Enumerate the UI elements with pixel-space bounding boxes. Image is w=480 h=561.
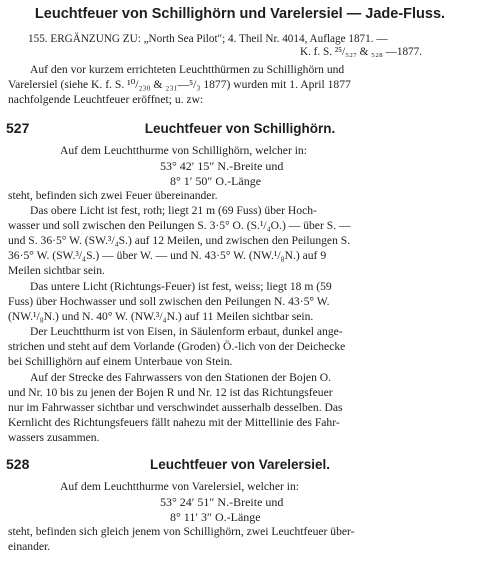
location-line: Auf dem Leuchtthurme von Schillighörn, welcher in: bbox=[60, 144, 307, 157]
body-line: strichen und steht auf dem Vorlande (Groden) Ö.-lich von der Deichecke bbox=[8, 340, 346, 353]
body-line: Fuss) über Hochwasser und soll zwischen den Peilungen N. 43·5° W. bbox=[8, 295, 330, 308]
intro-line: Varelersiel (siehe K. f. S. ¹⁰/₂₃₀ & ₂₃₁—⁵/₃ 1877) wurden mit 1. April 1877 bbox=[8, 78, 351, 91]
section-title: Leuchtfeuer von Varelersiel. bbox=[149, 457, 331, 472]
section-number: 527 bbox=[6, 120, 30, 136]
body-line: steht, befinden sich gleich jenem von Schillighörn, zwei Leuchtfeuer über- bbox=[8, 525, 355, 538]
body-line: und Nr. 10 bis zu jenen der Bojen R und Nr. 12 ist das Richtungsfeuer bbox=[8, 386, 333, 399]
intro-line: Auf den vor kurzem errichteten Leuchtthürmen zu Schillighörn und bbox=[30, 63, 345, 76]
body-line: Der Leuchtthurm ist von Eisen, in Säulenform erbaut, dunkel ange- bbox=[30, 325, 343, 338]
section-title: Leuchtfeuer von Schillighörn. bbox=[144, 121, 336, 136]
body-line: nur im Fahrwasser sichtbar und verschwindet ausserhalb desselben. Das bbox=[8, 401, 343, 414]
reference-line-2: K. f. S. ²⁵/₅₂₇ & ₅₂₈ —1877. bbox=[300, 46, 423, 58]
body-line: 36·5° W. (SW.³/₄S.) — über W. — und N. 43·5° W. (NW.¹/₈N.) auf 9 bbox=[8, 249, 327, 262]
body-line: Das obere Licht ist fest, roth; liegt 21 m (69 Fuss) über Hoch- bbox=[30, 204, 317, 217]
body-line: Das untere Licht (Richtungs-Feuer) ist fest, weiss; liegt 18 m (59 bbox=[30, 280, 332, 293]
body-line: und S. 36·5° W. (SW.³/₄S.) auf 12 Meilen, und zwischen den Peilungen S. bbox=[8, 234, 351, 247]
body-line: einander. bbox=[8, 540, 51, 553]
body-line: Meilen sichtbar sein. bbox=[8, 264, 105, 277]
body-line: wassers zusammen. bbox=[8, 431, 100, 444]
body-line: (NW.¹/₈N.) und N. 40° W. (NW.³/₄N.) auf 11 Meilen sichtbar sein. bbox=[8, 310, 314, 323]
latitude: 53° 24′ 51″ N.-Breite und bbox=[160, 495, 284, 509]
longitude: 8° 1′ 50″ O.-Länge bbox=[170, 174, 262, 188]
location-line: Auf dem Leuchtthurme von Varelersiel, welcher in: bbox=[60, 480, 299, 493]
section-number: 528 bbox=[6, 456, 30, 472]
longitude: 8° 11′ 3″ O.-Länge bbox=[170, 510, 261, 524]
page-title: Leuchtfeuer von Schillighörn und Varelersiel — Jade-Fluss. bbox=[34, 6, 446, 22]
body-line: steht, befinden sich zwei Feuer übereinander. bbox=[8, 189, 218, 202]
reference-line-1: 155. ERGÄNZUNG ZU: „North Sea Pilot"; 4. Theil Nr. 4014, Auflage 1871. — bbox=[28, 33, 388, 45]
intro-line: nachfolgende Leuchtfeuer eröffnet; u. zw: bbox=[8, 93, 204, 106]
body-line: Kernlicht des Richtungsfeuers fällt nahezu mit der Mittellinie des Fahr- bbox=[8, 416, 340, 429]
body-line: bei Schillighörn auf einem Unterbaue von Stein. bbox=[8, 355, 233, 368]
latitude: 53° 42′ 15″ N.-Breite und bbox=[160, 159, 284, 173]
body-line: Auf der Strecke des Fahrwassers von den Stationen der Bojen O. bbox=[30, 371, 332, 384]
body-line: wasser und soll zwischen den Peilungen S. 3·5° O. (S.¹/₄O.) — über S. — bbox=[8, 219, 351, 232]
